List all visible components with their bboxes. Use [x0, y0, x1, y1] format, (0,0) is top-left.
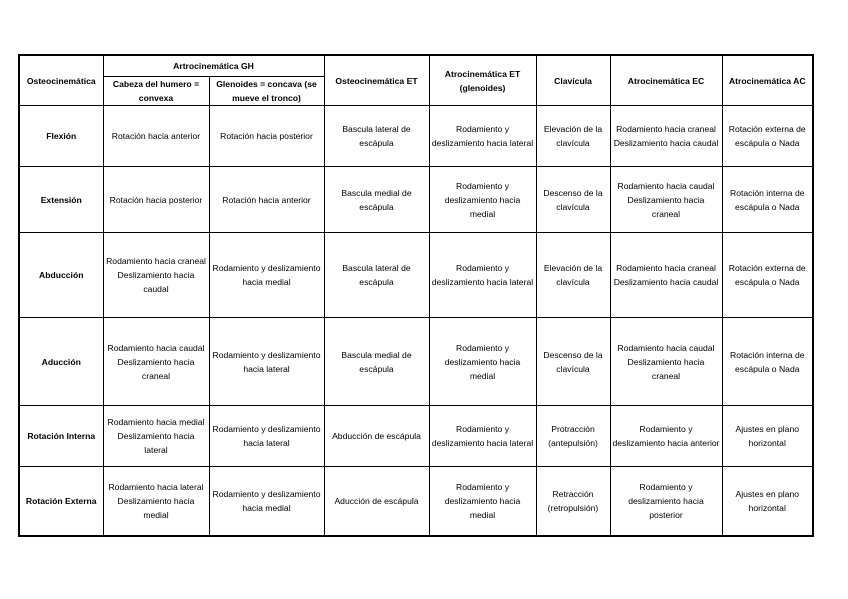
cell-text: Deslizamiento hacia craneal [627, 356, 705, 381]
cell-text: Descenso de la clavícula [543, 349, 603, 374]
table-cell [536, 467, 610, 536]
cell-text: Rotación hacia posterior [220, 131, 313, 141]
header-atrocinematica-ac: Atrocinemática AC [722, 55, 813, 106]
cell-text: Deslizamiento hacia craneal [117, 356, 195, 381]
cell-text: Retracción (retropulsión) [547, 488, 599, 513]
movement-label: Flexión [19, 106, 103, 167]
table-cell [429, 406, 536, 467]
table-row [19, 167, 813, 233]
cell-text: Rodamiento hacia medial [107, 417, 205, 427]
cell-text: Rodamiento y deslizamiento hacia lateral [431, 124, 534, 148]
cell-text: Rodamiento hacia craneal [616, 263, 716, 273]
cell-text: Deslizamiento hacia caudal [613, 138, 719, 148]
cell-text: Rotación externa de escápula o Nada [728, 263, 806, 287]
table-cell [103, 167, 209, 233]
table-cell [429, 167, 536, 233]
cell-text: Elevación de la clavícula [543, 124, 603, 148]
cell-text: Protracción (antepulsión) [548, 424, 598, 448]
cell-text: Deslizamiento hacia craneal [627, 194, 705, 219]
table-cell [209, 106, 324, 167]
table-cell [536, 167, 610, 233]
cell-text: Rotación interna de escápula o Nada [729, 349, 805, 374]
table-cell [536, 106, 610, 167]
movement-label: Abducción [19, 233, 103, 318]
cell-text: Rodamiento y deslizamiento hacia anterior [612, 424, 720, 448]
table-cell [536, 318, 610, 406]
table-cell [324, 318, 429, 406]
header-osteocinematica-et: Osteocinemática ET [324, 55, 429, 106]
cell-text: Rodamiento hacia craneal [106, 256, 206, 266]
table-cell [324, 106, 429, 167]
cell-text: Deslizamiento hacia caudal [117, 270, 195, 294]
table-row [19, 467, 813, 536]
cell-text: Bascula lateral de escápula [342, 263, 411, 287]
cell-text: Deslizamiento hacia medial [117, 495, 195, 520]
table-cell [722, 406, 813, 467]
movement-label: Rotación Interna [19, 406, 103, 467]
header-osteocinematica: Osteocinemática [19, 55, 103, 106]
table-cell [209, 318, 324, 406]
movement-label: Rotación Externa [19, 467, 103, 536]
table-cell [103, 318, 209, 406]
cell-text: Deslizamiento hacia lateral [117, 431, 195, 455]
table-cell [722, 106, 813, 167]
table-cell [103, 406, 209, 467]
cell-text: Rotación externa de escápula o Nada [728, 124, 806, 148]
cell-text: Ajustes en plano horizontal [735, 424, 800, 448]
cell-text: Ajustes en plano horizontal [735, 488, 800, 513]
kinematics-table [18, 54, 814, 537]
cell-text: Rodamiento hacia caudal [617, 180, 715, 191]
table-cell [610, 106, 722, 167]
cell-text: Rotación hacia anterior [222, 194, 311, 205]
cell-text: Rodamiento y deslizamiento hacia medial [444, 180, 521, 219]
table-cell [429, 106, 536, 167]
table-cell [103, 106, 209, 167]
table-row [19, 318, 813, 406]
table-row [19, 233, 813, 318]
table-cell [429, 318, 536, 406]
header-artrocinematica-gh: Artrocinemática GH [103, 55, 324, 77]
cell-text: Rotación hacia posterior [109, 194, 203, 205]
cell-text: Aducción de escápula [334, 495, 419, 506]
cell-text: Rodamiento y deslizamiento hacia lateral [212, 349, 321, 374]
movement-label: Aducción [19, 318, 103, 406]
table-cell [536, 406, 610, 467]
cell-text: Bascula lateral de escápula [342, 124, 411, 148]
table-cell [610, 233, 722, 318]
table-cell [209, 167, 324, 233]
table-cell [103, 233, 209, 318]
cell-text: Rodamiento y deslizamiento hacia lateral [431, 263, 534, 287]
cell-text: Bascula medial de escápula [341, 349, 412, 374]
header-clavicula: Clavícula [536, 55, 610, 106]
cell-text: Rodamiento hacia caudal [617, 342, 715, 353]
cell-text: Rotación hacia anterior [111, 131, 201, 141]
cell-text: Rodamiento y deslizamiento hacia lateral [431, 424, 534, 448]
table-cell [209, 467, 324, 536]
cell-text: Bascula medial de escápula [341, 187, 412, 212]
cell-text: Rodamiento y deslizamiento hacia medial [444, 342, 521, 381]
cell-text: Rodamiento hacia lateral [108, 481, 204, 492]
table-cell [429, 233, 536, 318]
cell-text: Rodamiento y deslizamiento hacia posterior [628, 481, 704, 520]
table-cell [610, 406, 722, 467]
cell-text: Rodamiento hacia craneal [616, 124, 716, 134]
table-body [19, 106, 813, 536]
table-cell [324, 406, 429, 467]
header-atrocinematica-et: Atrocinemática ET (glenoides) [429, 55, 536, 106]
cell-text: Rodamiento y deslizamiento hacia medial [212, 263, 321, 287]
table-cell [722, 467, 813, 536]
cell-text: Rodamiento y deslizamiento hacia medial [212, 488, 321, 513]
cell-text: Elevación de la clavícula [543, 263, 603, 287]
movement-label: Extensión [19, 167, 103, 233]
cell-text: Rodamiento hacia caudal [107, 342, 205, 353]
table-row [19, 406, 813, 467]
header-atrocinematica-ec: Atrocinemática EC [610, 55, 722, 106]
table-cell [536, 233, 610, 318]
table-cell [722, 318, 813, 406]
cell-text: Descenso de la clavícula [543, 187, 603, 212]
table-cell [429, 467, 536, 536]
table-cell [722, 233, 813, 318]
table-cell [324, 467, 429, 536]
table-cell [324, 167, 429, 233]
header-cabeza-humero: Cabeza del humero = convexa [103, 77, 209, 106]
table-cell [610, 318, 722, 406]
table-cell [610, 467, 722, 536]
cell-text: Rotación interna de escápula o Nada [729, 187, 805, 212]
table-cell [722, 167, 813, 233]
table-cell [209, 233, 324, 318]
table-cell [209, 406, 324, 467]
table-cell [103, 467, 209, 536]
table-cell [324, 233, 429, 318]
cell-text: Abducción de escápula [332, 431, 421, 441]
table-row [19, 106, 813, 167]
cell-text: Rodamiento y deslizamiento hacia lateral [212, 424, 321, 448]
cell-text: Rodamiento y deslizamiento hacia medial [444, 481, 521, 520]
cell-text: Deslizamiento hacia caudal [613, 277, 719, 287]
table-cell [610, 167, 722, 233]
header-glenoides: Glenoides = concava (se mueve el tronco) [209, 77, 324, 106]
